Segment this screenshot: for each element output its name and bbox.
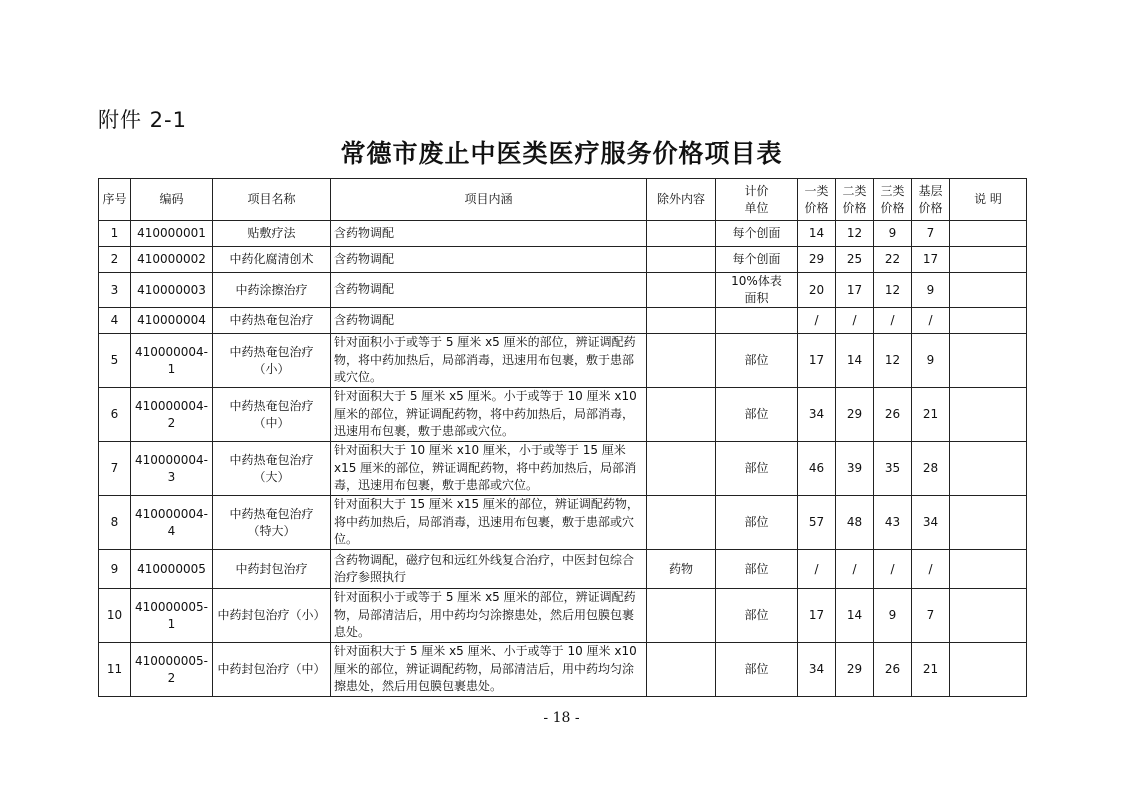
cell-note (950, 496, 1027, 550)
cell-price-4: 21 (912, 388, 950, 442)
table-row (99, 308, 1027, 334)
cell-unit: 10%体表 面积 (716, 273, 798, 308)
cell-excluded (647, 496, 716, 550)
price-table (98, 178, 1027, 697)
column-header: 项目名称 (213, 179, 331, 221)
page-number: - 18 - (543, 710, 580, 726)
cell-price-3: 22 (874, 247, 912, 273)
cell-no: 7 (99, 442, 131, 496)
cell-no: 4 (99, 308, 131, 334)
cell-price-1: 34 (798, 643, 836, 697)
cell-note (950, 273, 1027, 308)
cell-content: 针对面积大于 10 厘米 x10 厘米，小于或等于 15 厘米 x15 厘米的部位，辨证调配药物，将中药加热后，局部消毒，迅速用布包裹，敷于患部或穴位。 (331, 442, 647, 496)
cell-code: 410000004-3 (131, 442, 213, 496)
cell-note (950, 442, 1027, 496)
cell-price-1: 57 (798, 496, 836, 550)
cell-no: 3 (99, 273, 131, 308)
cell-note (950, 247, 1027, 273)
table-row (99, 388, 1027, 442)
cell-code: 410000005 (131, 550, 213, 589)
cell-note (950, 550, 1027, 589)
cell-name: 贴敷疗法 (213, 221, 331, 247)
cell-unit: 部位 (716, 334, 798, 388)
column-header: 基层 价格 (912, 179, 950, 221)
cell-unit: 部位 (716, 442, 798, 496)
cell-name: 中药热奄包治疗 （小） (213, 334, 331, 388)
cell-no: 10 (99, 589, 131, 643)
cell-excluded (647, 442, 716, 496)
cell-excluded (647, 273, 716, 308)
cell-unit (716, 308, 798, 334)
cell-code: 410000001 (131, 221, 213, 247)
cell-content: 含药物调配 (331, 308, 647, 334)
cell-excluded (647, 221, 716, 247)
cell-no: 8 (99, 496, 131, 550)
cell-price-3: / (874, 550, 912, 589)
cell-price-3: / (874, 308, 912, 334)
cell-price-2: 48 (836, 496, 874, 550)
cell-name: 中药封包治疗（小） (213, 589, 331, 643)
cell-price-1: 20 (798, 273, 836, 308)
column-header: 编码 (131, 179, 213, 221)
cell-code: 410000004-4 (131, 496, 213, 550)
cell-excluded (647, 308, 716, 334)
cell-price-3: 12 (874, 273, 912, 308)
cell-price-3: 35 (874, 442, 912, 496)
cell-price-2: / (836, 308, 874, 334)
cell-price-1: 14 (798, 221, 836, 247)
table-row (99, 496, 1027, 550)
table-row (99, 334, 1027, 388)
cell-note (950, 589, 1027, 643)
column-header: 计价 单位 (716, 179, 798, 221)
cell-excluded: 药物 (647, 550, 716, 589)
table-row (99, 550, 1027, 589)
cell-excluded (647, 334, 716, 388)
cell-content: 针对面积小于或等于 5 厘米 x5 厘米的部位，辨证调配药物，将中药加热后，局部消毒，迅速用布包裹，敷于患部或穴位。 (331, 334, 647, 388)
column-header: 说 明 (950, 179, 1027, 221)
cell-price-1: 29 (798, 247, 836, 273)
table-row (99, 442, 1027, 496)
cell-price-2: 14 (836, 589, 874, 643)
cell-code: 410000005-1 (131, 589, 213, 643)
table-row (99, 589, 1027, 643)
cell-name: 中药涂擦治疗 (213, 273, 331, 308)
cell-price-3: 43 (874, 496, 912, 550)
cell-price-4: 9 (912, 273, 950, 308)
cell-price-1: 17 (798, 589, 836, 643)
cell-price-2: 25 (836, 247, 874, 273)
cell-price-1: 34 (798, 388, 836, 442)
cell-price-1: / (798, 550, 836, 589)
cell-note (950, 643, 1027, 697)
cell-no: 1 (99, 221, 131, 247)
cell-content: 针对面积小于或等于 5 厘米 x5 厘米的部位，辨证调配药物，局部清洁后，用中药均匀涂擦患处，然后用包膜包裹息处。 (331, 589, 647, 643)
cell-unit: 部位 (716, 550, 798, 589)
cell-price-1: / (798, 308, 836, 334)
table-row (99, 273, 1027, 308)
cell-price-2: 39 (836, 442, 874, 496)
cell-price-4: 34 (912, 496, 950, 550)
cell-name: 中药封包治疗（中） (213, 643, 331, 697)
cell-excluded (647, 589, 716, 643)
cell-price-4: / (912, 550, 950, 589)
cell-price-1: 17 (798, 334, 836, 388)
cell-content: 含药物调配 (331, 221, 647, 247)
cell-content: 含药物调配 (331, 247, 647, 273)
cell-price-4: 7 (912, 589, 950, 643)
cell-content: 针对面积大于 5 厘米 x5 厘米。小于或等于 10 厘米 x10 厘米的部位，辨证调配药物，将中药加热后，局部消毒，迅速用布包裹，敷于患部或穴位。 (331, 388, 647, 442)
cell-no: 9 (99, 550, 131, 589)
cell-price-4: / (912, 308, 950, 334)
cell-price-2: 12 (836, 221, 874, 247)
column-header: 除外内容 (647, 179, 716, 221)
cell-name: 中药热奄包治疗 （中） (213, 388, 331, 442)
table-header-row (99, 179, 1027, 221)
cell-name: 中药化腐清创术 (213, 247, 331, 273)
column-header: 三类 价格 (874, 179, 912, 221)
cell-name: 中药封包治疗 (213, 550, 331, 589)
column-header: 序号 (99, 179, 131, 221)
column-header: 二类 价格 (836, 179, 874, 221)
table-row (99, 221, 1027, 247)
cell-code: 410000003 (131, 273, 213, 308)
cell-note (950, 221, 1027, 247)
column-header: 项目内涵 (331, 179, 647, 221)
cell-no: 6 (99, 388, 131, 442)
cell-price-3: 9 (874, 221, 912, 247)
cell-excluded (647, 643, 716, 697)
attachment-label: 附件 2-1 (98, 108, 187, 132)
cell-price-2: 29 (836, 643, 874, 697)
cell-code: 410000004 (131, 308, 213, 334)
cell-unit: 每个创面 (716, 247, 798, 273)
cell-note (950, 334, 1027, 388)
cell-name: 中药热奄包治疗 （特大） (213, 496, 331, 550)
cell-code: 410000002 (131, 247, 213, 273)
cell-name: 中药热奄包治疗 (213, 308, 331, 334)
cell-unit: 部位 (716, 643, 798, 697)
table-row (99, 247, 1027, 273)
page-title: 常德市废止中医类医疗服务价格项目表 (340, 139, 783, 168)
cell-price-3: 26 (874, 388, 912, 442)
cell-price-2: / (836, 550, 874, 589)
table-body (99, 221, 1027, 697)
cell-no: 11 (99, 643, 131, 697)
cell-unit: 每个创面 (716, 221, 798, 247)
cell-unit: 部位 (716, 388, 798, 442)
cell-note (950, 388, 1027, 442)
cell-price-2: 14 (836, 334, 874, 388)
cell-code: 410000004-1 (131, 334, 213, 388)
cell-content: 针对面积大于 15 厘米 x15 厘米的部位，辨证调配药物，将中药加热后，局部消毒，迅速用布包裹，敷于患部或穴位。 (331, 496, 647, 550)
cell-price-4: 17 (912, 247, 950, 273)
cell-no: 2 (99, 247, 131, 273)
cell-code: 410000004-2 (131, 388, 213, 442)
cell-no: 5 (99, 334, 131, 388)
cell-name: 中药热奄包治疗 （大） (213, 442, 331, 496)
cell-price-4: 7 (912, 221, 950, 247)
cell-excluded (647, 247, 716, 273)
cell-price-3: 9 (874, 589, 912, 643)
cell-content: 针对面积大于 5 厘米 x5 厘米、小于或等于 10 厘米 x10 厘米的部位，辨证调配药物，局部清洁后，用中药均匀涂擦患处，然后用包膜包裹患处。 (331, 643, 647, 697)
cell-unit: 部位 (716, 496, 798, 550)
cell-price-3: 26 (874, 643, 912, 697)
column-header: 一类 价格 (798, 179, 836, 221)
cell-price-4: 21 (912, 643, 950, 697)
cell-note (950, 308, 1027, 334)
cell-content: 含药物调配 (331, 273, 647, 308)
cell-price-2: 17 (836, 273, 874, 308)
cell-content: 含药物调配，磁疗包和远红外线复合治疗，中医封包综合治疗参照执行 (331, 550, 647, 589)
cell-price-3: 12 (874, 334, 912, 388)
table-row (99, 643, 1027, 697)
cell-price-2: 29 (836, 388, 874, 442)
cell-price-4: 9 (912, 334, 950, 388)
cell-price-1: 46 (798, 442, 836, 496)
cell-code: 410000005-2 (131, 643, 213, 697)
cell-excluded (647, 388, 716, 442)
cell-unit: 部位 (716, 589, 798, 643)
cell-price-4: 28 (912, 442, 950, 496)
